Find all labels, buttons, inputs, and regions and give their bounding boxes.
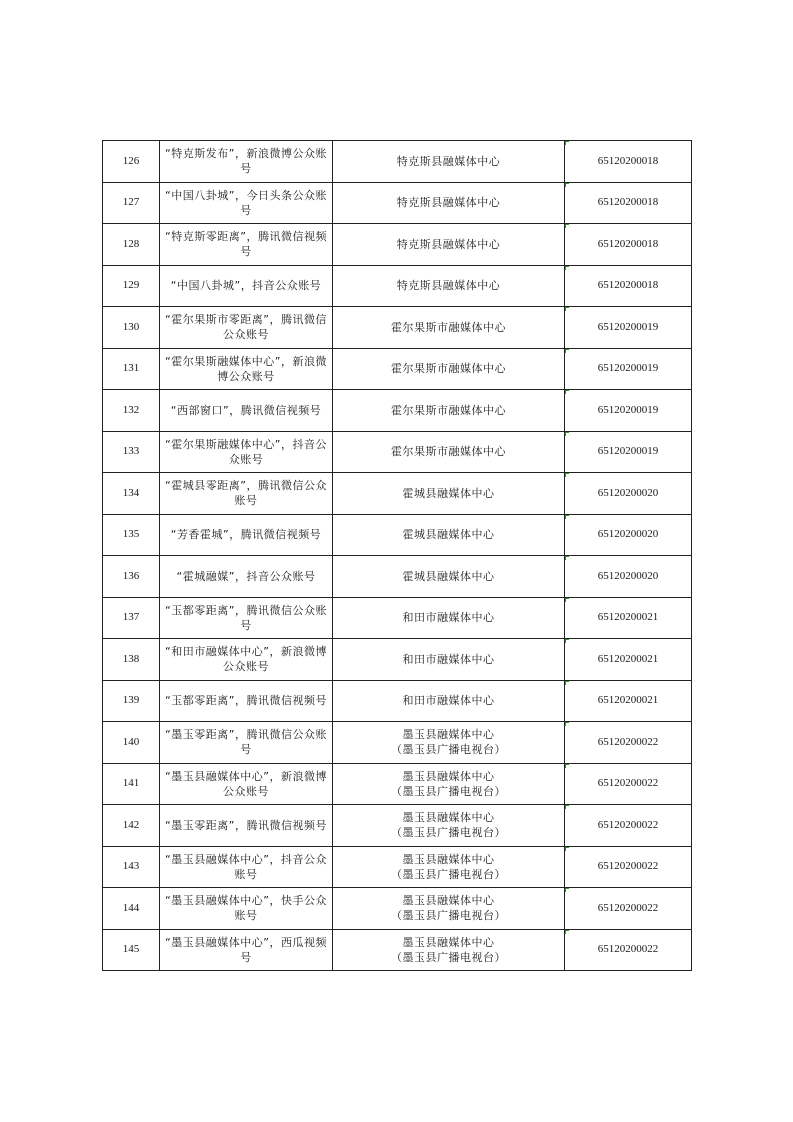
row-number-cell: 129 <box>103 265 160 307</box>
table-row <box>103 680 692 722</box>
account-name-cell: “特克斯零距离”，腾讯微信视频号 <box>160 224 333 266</box>
license-code-cell <box>565 514 692 556</box>
table-row <box>103 265 692 307</box>
account-name-cell: “霍尔果斯市零距离”，腾讯微信公众账号 <box>160 307 333 349</box>
table-row <box>103 556 692 598</box>
organization-line: （墨玉县广播电视台） <box>391 950 506 964</box>
cell-corner-mark <box>565 183 569 187</box>
organization-cell <box>333 348 565 390</box>
table-row <box>103 141 692 183</box>
organization-cell <box>333 929 565 971</box>
organization-cell <box>333 805 565 847</box>
cell-corner-mark <box>565 141 569 145</box>
organization-line: 墨玉县融媒体中心 <box>402 894 495 908</box>
cell-corner-mark <box>565 722 569 726</box>
organization-line: （墨玉县广播电视台） <box>391 743 506 757</box>
license-code-cell <box>565 639 692 681</box>
table-row <box>103 348 692 390</box>
organization-line: 和田市融媒体中心 <box>402 652 495 666</box>
license-code-text: 65120200018 <box>597 237 659 250</box>
table-row <box>103 390 692 432</box>
organization-line: 霍尔果斯市融媒体中心 <box>391 320 506 334</box>
cell-corner-mark <box>565 266 569 270</box>
organization-cell <box>333 431 565 473</box>
table-row <box>103 805 692 847</box>
row-number-cell: 128 <box>103 224 160 266</box>
account-name-cell: “墨玉县融媒体中心”，抖音公众账号 <box>160 846 333 888</box>
account-name-cell: “玉都零距离”，腾讯微信视频号 <box>160 680 333 722</box>
license-code-cell <box>565 680 692 722</box>
row-number-cell: 134 <box>103 473 160 515</box>
organization-line: 墨玉县融媒体中心 <box>402 811 495 825</box>
account-name-cell: “霍城融媒”，抖音公众账号 <box>160 556 333 598</box>
table-row <box>103 846 692 888</box>
cell-corner-mark <box>565 349 569 353</box>
organization-line: 霍尔果斯市融媒体中心 <box>391 362 506 376</box>
row-number-cell: 127 <box>103 182 160 224</box>
organization-line: 霍城县融媒体中心 <box>402 528 495 542</box>
cell-corner-mark <box>565 888 569 892</box>
organization-cell <box>333 390 565 432</box>
license-code-cell <box>565 929 692 971</box>
row-number-cell: 141 <box>103 763 160 805</box>
organization-line: 墨玉县融媒体中心 <box>402 769 495 783</box>
license-code-cell <box>565 473 692 515</box>
cell-corner-mark <box>565 224 569 228</box>
license-code-text: 65120200020 <box>597 486 659 499</box>
organization-cell <box>333 514 565 556</box>
cell-corner-mark <box>565 307 569 311</box>
row-number-cell: 126 <box>103 141 160 183</box>
cell-corner-mark <box>565 764 569 768</box>
cell-corner-mark <box>565 390 569 394</box>
organization-line: （墨玉县广播电视台） <box>391 826 506 840</box>
organization-cell <box>333 182 565 224</box>
organization-cell <box>333 680 565 722</box>
account-name-cell: “霍尔果斯融媒体中心”，抖音公众账号 <box>160 431 333 473</box>
organization-line: 特克斯县融媒体中心 <box>396 237 501 251</box>
account-name-cell: “墨玉县融媒体中心”，快手公众账号 <box>160 888 333 930</box>
organization-cell <box>333 597 565 639</box>
license-code-text: 65120200020 <box>597 569 659 582</box>
license-code-cell <box>565 888 692 930</box>
license-code-text: 65120200021 <box>597 611 659 624</box>
row-number-cell: 137 <box>103 597 160 639</box>
account-name-cell: “霍城县零距离”，腾讯微信公众账号 <box>160 473 333 515</box>
organization-cell <box>333 307 565 349</box>
row-number-cell: 143 <box>103 846 160 888</box>
license-code-cell <box>565 805 692 847</box>
license-code-cell <box>565 722 692 764</box>
license-code-text: 65120200022 <box>597 901 659 914</box>
license-code-cell <box>565 431 692 473</box>
table-row <box>103 888 692 930</box>
table-row <box>103 431 692 473</box>
cell-corner-mark <box>565 432 569 436</box>
organization-line: 霍尔果斯市融媒体中心 <box>391 445 506 459</box>
cell-corner-mark <box>565 473 569 477</box>
organization-line: 霍城县融媒体中心 <box>402 486 495 500</box>
media-account-table <box>102 140 692 971</box>
organization-line: 霍尔果斯市融媒体中心 <box>391 403 506 417</box>
license-code-text: 65120200020 <box>597 528 659 541</box>
license-code-text: 65120200019 <box>597 445 659 458</box>
organization-line: 特克斯县融媒体中心 <box>396 154 501 168</box>
row-number-cell: 140 <box>103 722 160 764</box>
license-code-text: 65120200018 <box>597 196 659 209</box>
license-code-cell <box>565 390 692 432</box>
license-code-text: 65120200022 <box>597 818 659 831</box>
organization-cell <box>333 722 565 764</box>
organization-line: 和田市融媒体中心 <box>402 611 495 625</box>
account-name-cell: “墨玉县融媒体中心”，新浪微博公众账号 <box>160 763 333 805</box>
license-code-cell <box>565 556 692 598</box>
license-code-cell <box>565 141 692 183</box>
account-name-cell: “墨玉零距离”，腾讯微信公众账号 <box>160 722 333 764</box>
license-code-text: 65120200019 <box>597 320 659 333</box>
organization-cell <box>333 639 565 681</box>
row-number-cell: 131 <box>103 348 160 390</box>
account-name-cell: “中国八卦城”，抖音公众账号 <box>160 265 333 307</box>
table-row <box>103 473 692 515</box>
organization-line: 墨玉县融媒体中心 <box>402 728 495 742</box>
license-code-text: 65120200021 <box>597 652 659 665</box>
account-name-cell: “玉都零距离”，腾讯微信公众账号 <box>160 597 333 639</box>
organization-line: 和田市融媒体中心 <box>402 694 495 708</box>
license-code-cell <box>565 348 692 390</box>
organization-line: （墨玉县广播电视台） <box>391 867 506 881</box>
organization-cell <box>333 265 565 307</box>
table-row <box>103 639 692 681</box>
cell-corner-mark <box>565 556 569 560</box>
organization-line: 特克斯县融媒体中心 <box>396 279 501 293</box>
organization-cell <box>333 763 565 805</box>
license-code-cell <box>565 265 692 307</box>
license-code-text: 65120200022 <box>597 860 659 873</box>
row-number-cell: 145 <box>103 929 160 971</box>
organization-cell <box>333 888 565 930</box>
license-code-text: 65120200018 <box>597 279 659 292</box>
row-number-cell: 142 <box>103 805 160 847</box>
account-name-cell: “霍尔果斯融媒体中心”，新浪微博公众账号 <box>160 348 333 390</box>
cell-corner-mark <box>565 847 569 851</box>
license-code-cell <box>565 182 692 224</box>
license-code-cell <box>565 846 692 888</box>
row-number-cell: 136 <box>103 556 160 598</box>
cell-corner-mark <box>565 805 569 809</box>
license-code-text: 65120200022 <box>597 777 659 790</box>
row-number-cell: 130 <box>103 307 160 349</box>
row-number-cell: 139 <box>103 680 160 722</box>
cell-corner-mark <box>565 930 569 934</box>
table-row <box>103 722 692 764</box>
organization-line: 特克斯县融媒体中心 <box>396 196 501 210</box>
license-code-cell <box>565 763 692 805</box>
row-number-cell: 132 <box>103 390 160 432</box>
organization-cell <box>333 846 565 888</box>
license-code-cell <box>565 224 692 266</box>
table-row <box>103 929 692 971</box>
organization-cell <box>333 556 565 598</box>
table-row <box>103 307 692 349</box>
row-number-cell: 133 <box>103 431 160 473</box>
organization-line: （墨玉县广播电视台） <box>391 784 506 798</box>
row-number-cell: 135 <box>103 514 160 556</box>
organization-cell <box>333 473 565 515</box>
table-row <box>103 514 692 556</box>
cell-corner-mark <box>565 681 569 685</box>
row-number-cell: 144 <box>103 888 160 930</box>
account-name-cell: “芳香霍城”，腾讯微信视频号 <box>160 514 333 556</box>
account-name-cell: “中国八卦城”，今日头条公众账号 <box>160 182 333 224</box>
account-name-cell: “特克斯发布”，新浪微博公众账号 <box>160 141 333 183</box>
account-name-cell: “墨玉县融媒体中心”，西瓜视频号 <box>160 929 333 971</box>
account-name-cell: “和田市融媒体中心”，新浪微博公众账号 <box>160 639 333 681</box>
table-row <box>103 224 692 266</box>
table-row <box>103 597 692 639</box>
row-number-cell: 138 <box>103 639 160 681</box>
organization-cell <box>333 141 565 183</box>
organization-cell <box>333 224 565 266</box>
account-name-cell: “墨玉零距离”，腾讯微信视频号 <box>160 805 333 847</box>
license-code-cell <box>565 307 692 349</box>
cell-corner-mark <box>565 598 569 602</box>
organization-line: （墨玉县广播电视台） <box>391 909 506 923</box>
license-code-text: 65120200021 <box>597 694 659 707</box>
cell-corner-mark <box>565 515 569 519</box>
table-row <box>103 763 692 805</box>
table-body <box>103 141 692 971</box>
organization-line: 墨玉县融媒体中心 <box>402 935 495 949</box>
license-code-text: 65120200022 <box>597 943 659 956</box>
license-code-text: 65120200018 <box>597 154 659 167</box>
license-code-text: 65120200019 <box>597 362 659 375</box>
license-code-text: 65120200019 <box>597 403 659 416</box>
table-row <box>103 182 692 224</box>
organization-line: 霍城县融媒体中心 <box>402 569 495 583</box>
license-code-cell <box>565 597 692 639</box>
organization-line: 墨玉县融媒体中心 <box>402 852 495 866</box>
cell-corner-mark <box>565 639 569 643</box>
account-name-cell: “西部窗口”，腾讯微信视频号 <box>160 390 333 432</box>
license-code-text: 65120200022 <box>597 735 659 748</box>
